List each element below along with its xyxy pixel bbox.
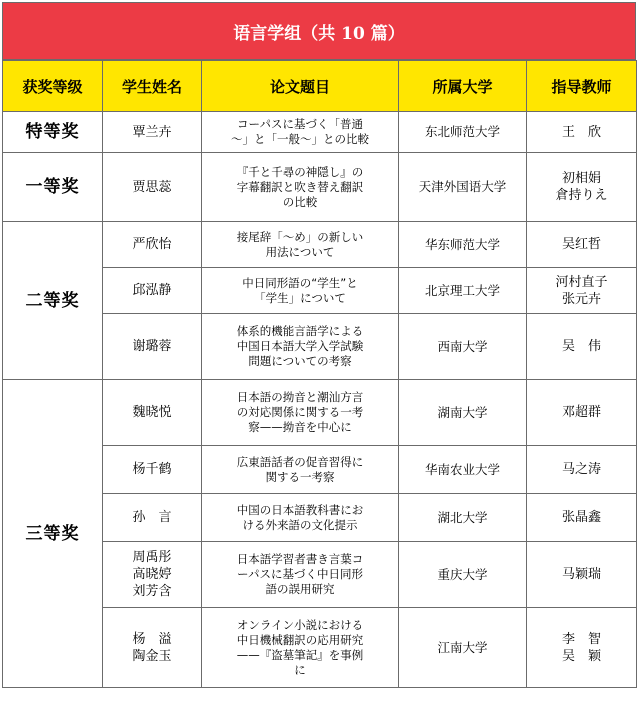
university: 北京理工大学 [399,268,527,314]
text-line: 王 欣 [561,124,601,140]
advisor [527,608,637,688]
text-line: 察——拗音を中心に [248,420,352,434]
text-line: 周禹彤 [132,550,172,565]
text-line: オンライン小説における [236,617,364,632]
student-names [103,380,202,446]
student-names [103,608,202,688]
table-row [3,153,637,222]
text-line: 马之涛 [561,462,601,477]
text-line: 中国日本語大学入学試験 [236,339,364,353]
university: 华东师范大学 [399,222,527,268]
text-line: 张元卉 [561,291,601,307]
university: 华南农业大学 [399,446,527,494]
award-first: 一等奖 [3,153,103,222]
university: 湖南大学 [399,380,527,446]
table-row [3,380,637,446]
award-third: 三等奖 [3,380,103,688]
text-line: 問題についての考察 [248,354,352,368]
text-line: 杨 溢 [132,631,172,647]
col-student: 学生姓名 [103,61,202,112]
paper-title [202,314,399,380]
university: 东北师范大学 [399,112,527,153]
text-line: 覃兰卉 [132,124,172,140]
text-line: 河村直子 [555,274,608,290]
text-line: 用法について [265,244,335,259]
text-line: 日本語の拗音と潮汕方言 [236,390,364,404]
text-line: 刘芳含 [132,584,172,599]
text-line: 中日同形語の“学生”と [242,275,358,290]
advisor [527,380,637,446]
student-names [103,153,202,222]
text-line: の比較 [282,194,318,209]
text-line: ～」と「一般～」との比較 [231,132,369,146]
paper-title [202,112,399,153]
student-names [103,112,202,153]
text-line: 邱泓静 [132,283,172,298]
paper-title [202,380,399,446]
paper-title [202,268,399,314]
text-line: 『千と千尋の神隠し』の [236,164,364,179]
text-line: 李 智 [561,631,601,647]
text-line: 吴 颖 [561,648,601,664]
university: 重庆大学 [399,542,527,608]
university: 西南大学 [399,314,527,380]
student-names [103,494,202,542]
award-second: 二等奖 [3,222,103,380]
text-line: 马颖瑞 [561,567,601,582]
text-line: 初相娟 [561,171,601,186]
text-line: 吴红哲 [561,237,601,252]
text-line: 日本語学習者書き言葉コ [236,552,364,566]
text-line: ーパスに基づく中日同形 [237,567,363,581]
paper-title [202,153,399,222]
text-line: 贾思蕊 [132,179,172,195]
text-line: 张晶鑫 [561,510,601,525]
col-title: 论文题目 [202,61,399,112]
student-names [103,542,202,608]
col-university: 所属大学 [399,61,527,112]
text-line: 高晓婷 [132,567,172,582]
text-line: 杨千鹤 [132,462,172,477]
text-line: 中日機械翻訳の応用研究 [236,632,364,647]
student-names [103,268,202,314]
award-special: 特等奖 [3,112,103,153]
text-line: 体系的機能言語学による [236,324,364,338]
text-line: 孙 言 [132,510,172,525]
table-row [3,112,637,153]
text-line: の対応関係に関する一考 [236,405,364,419]
table-row [3,222,637,268]
advisor [527,222,637,268]
award-list [2,2,636,706]
text-line: ——『盗墓筆記』を事例 [236,647,364,662]
col-award: 获奖等级 [3,61,103,112]
text-line: 魏晓悦 [132,405,172,420]
text-line: 接尾辞「～め」の新しい [236,229,364,244]
paper-title [202,446,399,494]
text-line: 中国の日本語教科書にお [236,502,364,517]
text-line: 严欣怡 [132,237,172,252]
student-names [103,314,202,380]
advisor [527,494,637,542]
award-table [2,60,637,688]
advisor [527,314,637,380]
text-line: 陶金玉 [132,648,172,664]
university: 湖北大学 [399,494,527,542]
text-line: 「学生」について [254,290,346,305]
group-heading: 语言学组（共 10 篇） [2,2,636,60]
text-line: 関する一考察 [265,469,335,484]
advisor [527,268,637,314]
text-line: ける外来語の文化提示 [242,517,358,532]
text-line: コーパスに基づく「普通 [237,117,363,131]
advisor [527,446,637,494]
advisor [527,542,637,608]
paper-title [202,222,399,268]
text-line: 谢璐蓉 [132,339,172,354]
advisor [527,153,637,222]
text-line: 広東語話者の促音習得に [236,454,364,469]
paper-title [202,542,399,608]
advisor [527,112,637,153]
text-line: 邓超群 [561,405,601,420]
col-advisor: 指导教师 [527,61,637,112]
text-line: 倉持りえ [555,188,608,203]
text-line: 語の誤用研究 [265,582,335,596]
paper-title [202,494,399,542]
university: 江南大学 [399,608,527,688]
text-line: に [294,662,306,677]
student-names [103,446,202,494]
student-names [103,222,202,268]
text-line: 吴 伟 [561,339,601,354]
text-line: 字幕翻訳と吹き替え翻訳 [236,179,364,194]
university: 天津外国语大学 [399,153,527,222]
header-row [3,61,637,112]
paper-title [202,608,399,688]
